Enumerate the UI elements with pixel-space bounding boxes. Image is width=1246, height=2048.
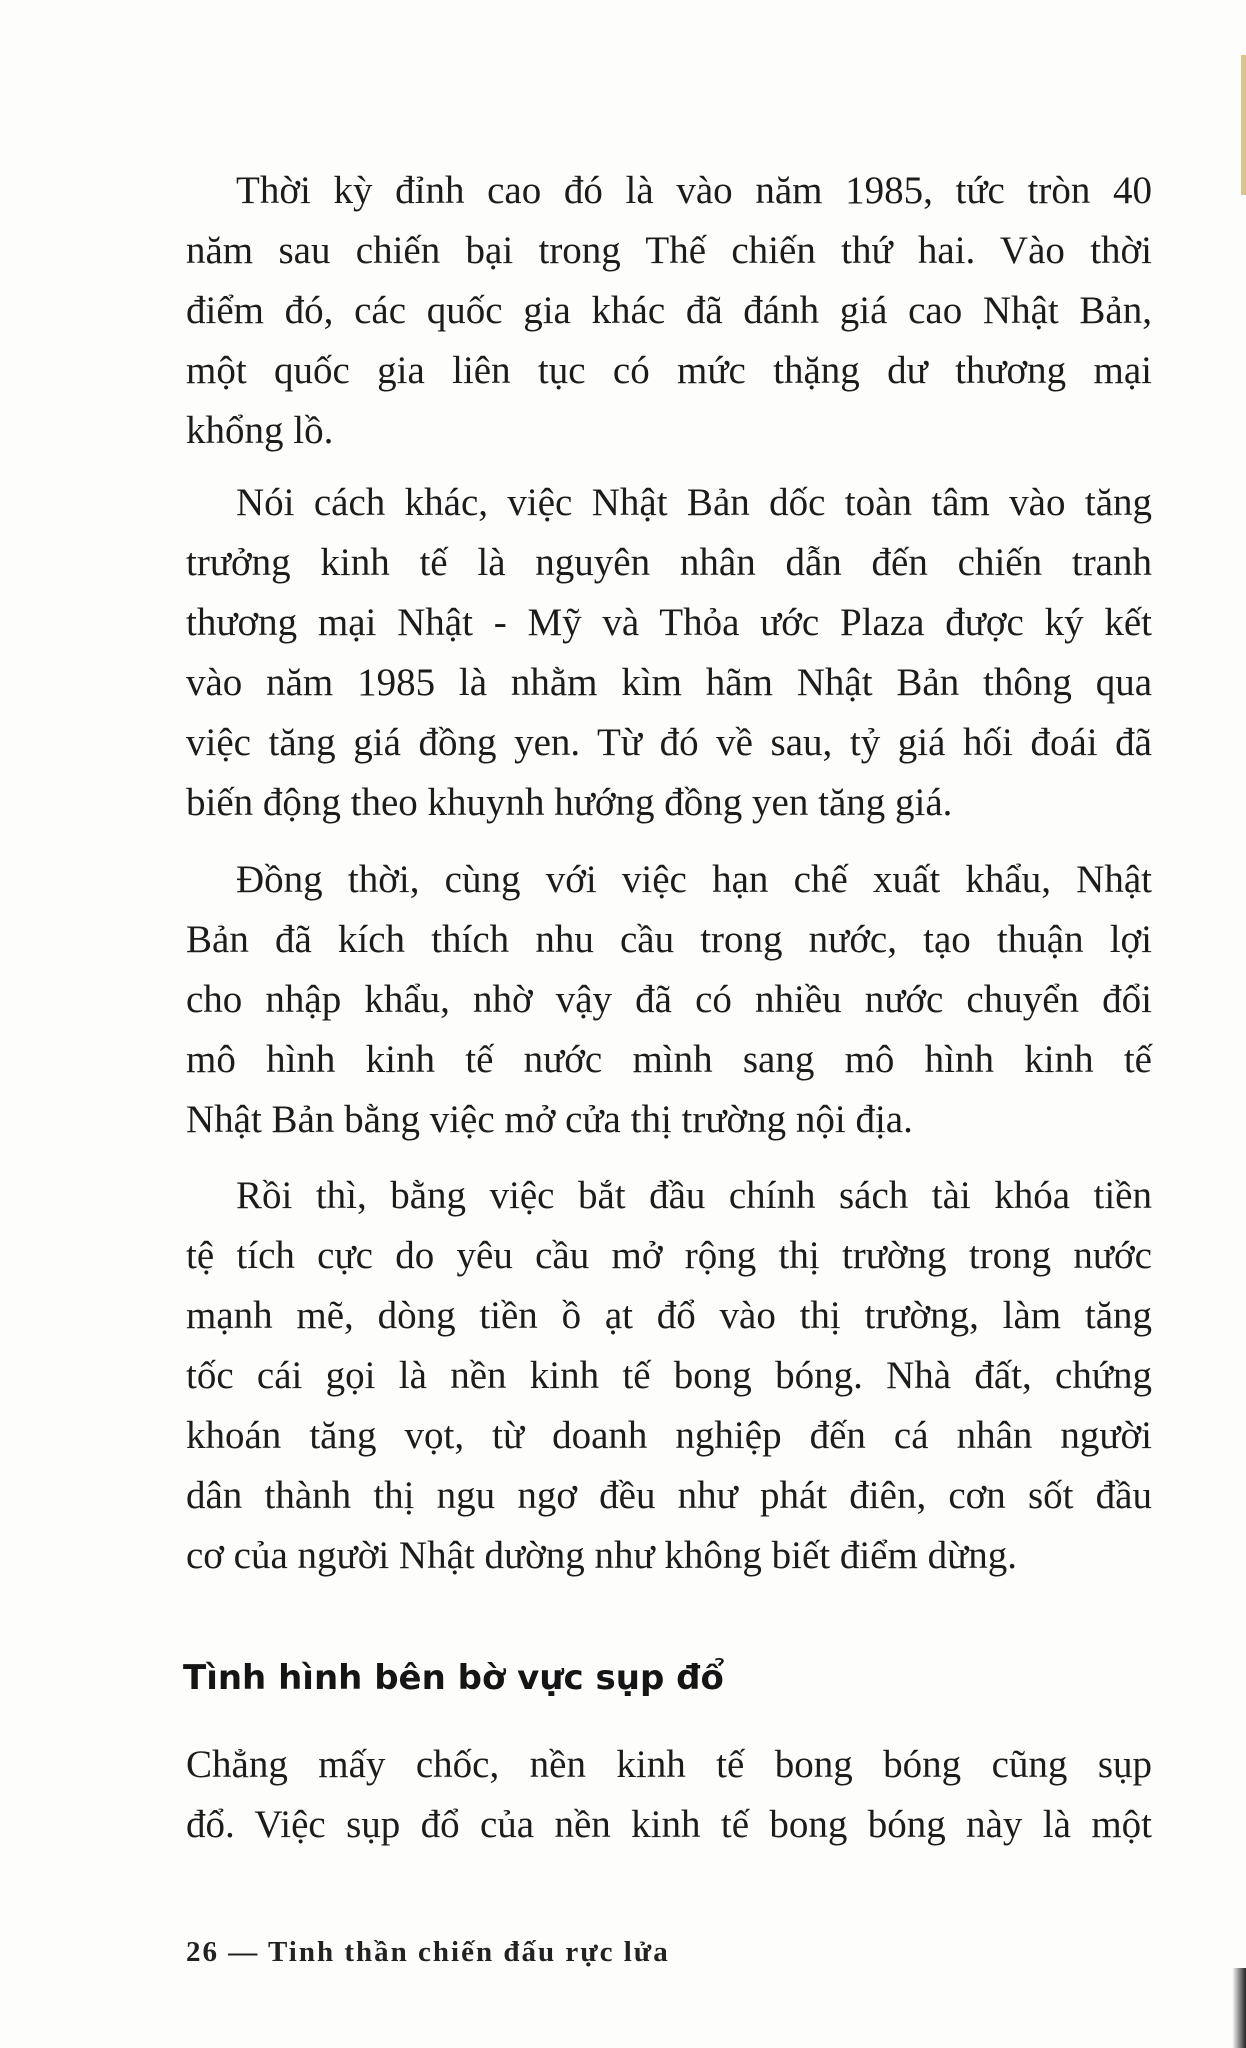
text-line: năm sau chiến bại trong Thế chiến thứ hai. Vào thời <box>186 229 1152 272</box>
page-edge-gold <box>1241 55 1246 195</box>
text-line: cơ của người Nhật dường như không biết điểm dừng. <box>186 1534 1017 1577</box>
paragraph-5 <box>186 1735 1152 1855</box>
text-line: khoán tăng vọt, từ doanh nghiệp đến cá nhân người <box>186 1414 1152 1457</box>
page-number: 26 <box>186 1936 219 1968</box>
text-line: Rồi thì, bằng việc bắt đầu chính sách tài khóa tiền <box>236 1174 1152 1217</box>
text-line: đổ. Việc sụp đổ của nền kinh tế bong bóng này là một <box>186 1803 1152 1846</box>
text-line: điểm đó, các quốc gia khác đã đánh giá cao Nhật Bản, <box>186 289 1152 332</box>
text-line: Đồng thời, cùng với việc hạn chế xuất khẩu, Nhật <box>236 858 1152 901</box>
text-line: Chẳng mấy chốc, nền kinh tế bong bóng cũng sụp <box>186 1743 1152 1786</box>
paragraph-1 <box>186 161 1152 461</box>
paragraph-4 <box>186 1166 1152 1586</box>
text-line: Bản đã kích thích nhu cầu trong nước, tạo thuận lợi <box>186 918 1152 961</box>
text-line: Thời kỳ đỉnh cao đó là vào năm 1985, tức tròn 40 <box>236 169 1152 212</box>
page-footer <box>186 1936 670 1969</box>
text-line: mạnh mẽ, dòng tiền ồ ạt đổ vào thị trường, làm tăng <box>186 1294 1152 1337</box>
text-line: vào năm 1985 là nhằm kìm hãm Nhật Bản thông qua <box>186 661 1152 704</box>
text-line: tốc cái gọi là nền kinh tế bong bóng. Nhà đất, chứng <box>186 1354 1152 1397</box>
text-line: mô hình kinh tế nước mình sang mô hình kinh tế <box>186 1038 1152 1081</box>
footer-separator: — <box>228 1936 260 1968</box>
text-line: Nhật Bản bằng việc mở cửa thị trường nội địa. <box>186 1098 913 1141</box>
section-heading: Tình hình bên bờ vực sụp đổ <box>183 1658 724 1698</box>
text-line: trưởng kinh tế là nguyên nhân dẫn đến chiến tranh <box>186 541 1152 584</box>
book-title: Tinh thần chiến đấu rực lửa <box>267 1936 670 1968</box>
text-line: biến động theo khuynh hướng đồng yen tăng giá. <box>186 781 953 824</box>
text-line: tệ tích cực do yêu cầu mở rộng thị trường trong nước <box>186 1234 1152 1277</box>
text-line: cho nhập khẩu, nhờ vậy đã có nhiều nước chuyển đổi <box>186 978 1152 1021</box>
text-line: một quốc gia liên tục có mức thặng dư thương mại <box>186 349 1152 392</box>
text-line: dân thành thị ngu ngơ đều như phát điên, cơn sốt đầu <box>186 1474 1152 1517</box>
paragraph-3 <box>186 850 1152 1150</box>
text-line: Nói cách khác, việc Nhật Bản dốc toàn tâm vào tăng <box>236 481 1152 524</box>
paragraph-2 <box>186 473 1152 833</box>
text-line: thương mại Nhật - Mỹ và Thỏa ước Plaza được ký kết <box>186 601 1152 644</box>
page-edge-shadow <box>1232 1968 1246 2048</box>
text-line: việc tăng giá đồng yen. Từ đó về sau, tỷ giá hối đoái đã <box>186 721 1152 764</box>
text-line: khổng lồ. <box>186 409 334 452</box>
